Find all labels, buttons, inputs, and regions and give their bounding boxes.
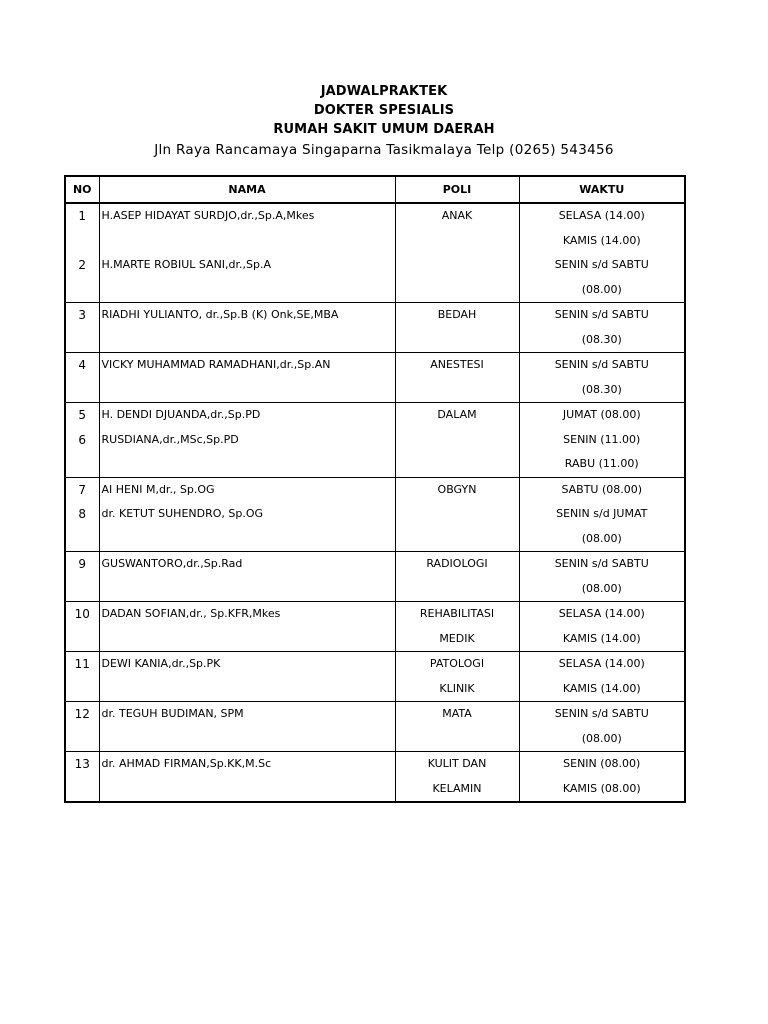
nama-line	[100, 278, 395, 303]
table-row	[65, 303, 685, 353]
nama-cell	[99, 477, 395, 552]
poli-line: ANESTESI	[430, 358, 484, 371]
poli-cell	[395, 303, 519, 353]
poli-line	[396, 229, 519, 254]
poli-line: BEDAH	[437, 308, 477, 321]
waktu-line: SENIN (11.00)	[563, 432, 641, 446]
no-cell	[65, 652, 99, 702]
no-line: 7	[78, 482, 87, 497]
waktu-line: SELASA (14.00)	[558, 657, 645, 670]
waktu-line: SENIN s/d SABTU	[554, 707, 649, 720]
no-line	[66, 777, 99, 802]
nama-line: dr. KETUT SUHENDRO, Sp.OG	[101, 507, 264, 520]
nama-cell	[99, 752, 395, 803]
no-cell	[65, 602, 99, 652]
waktu-line: KAMIS (14.00)	[562, 233, 641, 247]
waktu-line: (08.30)	[581, 382, 622, 396]
table-row	[65, 602, 685, 652]
no-line	[66, 278, 99, 303]
poli-line	[396, 727, 519, 752]
poli-cell	[395, 203, 519, 303]
nama-cell	[99, 652, 395, 702]
waktu-line: (08.00)	[581, 731, 622, 745]
waktu-line: KAMIS (08.00)	[562, 781, 641, 795]
header-nama: NAMA	[99, 176, 395, 203]
title-line-2: DOKTER SPESIALIS	[313, 103, 455, 118]
no-cell	[65, 203, 99, 303]
poli-cell	[395, 602, 519, 652]
nama-line	[100, 452, 395, 477]
title-line-3: RUMAH SAKIT UMUM DAERAH	[273, 122, 495, 137]
nama-cell	[99, 353, 395, 403]
poli-cell	[395, 552, 519, 602]
no-cell	[65, 752, 99, 803]
waktu-cell	[519, 652, 685, 702]
nama-line: dr. TEGUH BUDIMAN, SPM	[101, 707, 244, 720]
poli-line	[396, 452, 519, 477]
waktu-line: SELASA (14.00)	[558, 209, 645, 222]
title-line-1: JADWALPRAKTEK	[320, 84, 448, 99]
nama-line	[100, 378, 395, 403]
nama-line	[100, 627, 395, 652]
nama-cell	[99, 303, 395, 353]
poli-cell	[395, 353, 519, 403]
no-cell	[65, 303, 99, 353]
header-waktu: WAKTU	[519, 176, 685, 203]
waktu-cell	[519, 353, 685, 403]
nama-line: GUSWANTORO,dr.,Sp.Rad	[101, 557, 243, 570]
no-line: 3	[78, 308, 87, 322]
poli-line	[396, 502, 519, 527]
table-row	[65, 203, 685, 303]
no-line	[66, 577, 99, 602]
poli-line: OBGYN	[437, 482, 477, 496]
waktu-cell	[519, 477, 685, 552]
table-header-row	[65, 176, 685, 203]
no-line: 9	[78, 557, 87, 571]
poli-line	[396, 328, 519, 353]
header-poli: POLI	[395, 176, 519, 203]
waktu-line: SABTU (08.00)	[561, 482, 643, 496]
header-no: NO	[65, 176, 99, 203]
waktu-line: (08.00)	[581, 282, 622, 296]
no-line	[66, 677, 99, 702]
waktu-cell	[519, 403, 685, 478]
poli-line: KULIT DAN	[427, 757, 487, 770]
no-line	[66, 378, 99, 403]
no-cell	[65, 552, 99, 602]
poli-line: DALAM	[437, 408, 477, 421]
waktu-line: SENIN (08.00)	[563, 757, 641, 770]
table-row	[65, 403, 685, 478]
table-row	[65, 702, 685, 752]
no-line: 1	[78, 209, 87, 223]
no-line	[66, 527, 99, 552]
poli-cell	[395, 752, 519, 803]
waktu-line: SENIN s/d SABTU	[554, 258, 649, 271]
poli-cell	[395, 702, 519, 752]
nama-line	[100, 677, 395, 702]
table-row	[65, 652, 685, 702]
waktu-cell	[519, 752, 685, 803]
waktu-line: SENIN s/d SABTU	[554, 557, 649, 570]
nama-cell	[99, 403, 395, 478]
no-line	[66, 328, 99, 353]
no-line: 10	[74, 607, 90, 621]
nama-line	[100, 328, 395, 353]
poli-cell	[395, 403, 519, 478]
waktu-line: RABU (11.00)	[564, 457, 639, 470]
no-line	[66, 627, 99, 652]
document-header	[0, 82, 768, 160]
table-row	[65, 353, 685, 403]
no-line	[66, 727, 99, 752]
nama-cell	[99, 203, 395, 303]
poli-line	[396, 378, 519, 403]
poli-line	[396, 577, 519, 602]
nama-line	[100, 527, 395, 552]
poli-line: REHABILITASI	[419, 607, 495, 620]
no-line: 4	[78, 358, 87, 372]
waktu-line: JUMAT (08.00)	[562, 408, 641, 421]
nama-line: DEWI KANIA,dr.,Sp.PK	[101, 657, 221, 670]
poli-line: PATOLOGI	[429, 657, 485, 670]
no-cell	[65, 403, 99, 478]
poli-cell	[395, 652, 519, 702]
waktu-cell	[519, 303, 685, 353]
poli-line	[396, 527, 519, 552]
waktu-cell	[519, 702, 685, 752]
no-line	[66, 229, 99, 254]
no-line: 6	[78, 432, 87, 447]
nama-line: DADAN SOFIAN,dr., Sp.KFR,Mkes	[101, 607, 281, 620]
nama-cell	[99, 702, 395, 752]
table-row	[65, 477, 685, 552]
nama-line: H.MARTE ROBIUL SANI,dr.,Sp.A	[101, 258, 272, 271]
nama-line	[100, 229, 395, 254]
no-line	[66, 452, 99, 477]
waktu-line: SELASA (14.00)	[558, 607, 645, 620]
no-cell	[65, 353, 99, 403]
nama-line: RUSDIANA,dr.,MSc,Sp.PD	[101, 432, 239, 446]
no-line: 11	[74, 657, 90, 671]
schedule-table	[64, 175, 686, 803]
nama-line: H.ASEP HIDAYAT SURDJO,dr.,Sp.A,Mkes	[101, 209, 315, 222]
table-row	[65, 552, 685, 602]
no-line: 8	[78, 507, 87, 521]
nama-line	[100, 577, 395, 602]
nama-line	[100, 777, 395, 802]
nama-line: AI HENI M,dr., Sp.OG	[101, 482, 215, 496]
waktu-line: KAMIS (14.00)	[562, 631, 641, 645]
poli-cell	[395, 477, 519, 552]
nama-line: VICKY MUHAMMAD RAMADHANI,dr.,Sp.AN	[101, 358, 331, 371]
waktu-cell	[519, 552, 685, 602]
nama-line: H. DENDI DJUANDA,dr.,Sp.PD	[101, 408, 261, 421]
waktu-line: SENIN s/d JUMAT	[556, 507, 648, 520]
poli-line: RADIOLOGI	[426, 557, 488, 570]
waktu-line: SENIN s/d SABTU	[554, 308, 649, 321]
waktu-cell	[519, 602, 685, 652]
no-line: 13	[74, 757, 90, 771]
poli-line: MATA	[442, 707, 472, 720]
waktu-line: KAMIS (14.00)	[562, 681, 641, 695]
waktu-line: (08.00)	[581, 581, 622, 595]
table-row	[65, 752, 685, 803]
nama-line: RIADHI YULIANTO, dr.,Sp.B (K) Onk,SE,MBA	[101, 308, 339, 321]
waktu-line: SENIN s/d SABTU	[554, 358, 649, 371]
poli-line	[396, 278, 519, 303]
nama-line: dr. AHMAD FIRMAN,Sp.KK,M.Sc	[101, 757, 272, 770]
no-line: 5	[78, 408, 87, 422]
waktu-cell	[519, 203, 685, 303]
no-cell	[65, 702, 99, 752]
poli-line	[396, 253, 519, 278]
nama-cell	[99, 552, 395, 602]
poli-line: KELAMIN	[432, 781, 482, 795]
poli-line: ANAK	[441, 209, 473, 222]
nama-cell	[99, 602, 395, 652]
waktu-line: (08.30)	[581, 332, 622, 346]
poli-line	[396, 428, 519, 453]
waktu-line: (08.00)	[581, 531, 622, 545]
no-line: 2	[78, 258, 87, 272]
nama-line	[100, 727, 395, 752]
hospital-address: Jln Raya Rancamaya Singaparna Tasikmalaya Telp (0265) 543456	[154, 142, 614, 158]
poli-line: KLINIK	[439, 681, 475, 695]
no-line: 12	[74, 707, 90, 721]
poli-line: MEDIK	[439, 631, 475, 645]
no-cell	[65, 477, 99, 552]
